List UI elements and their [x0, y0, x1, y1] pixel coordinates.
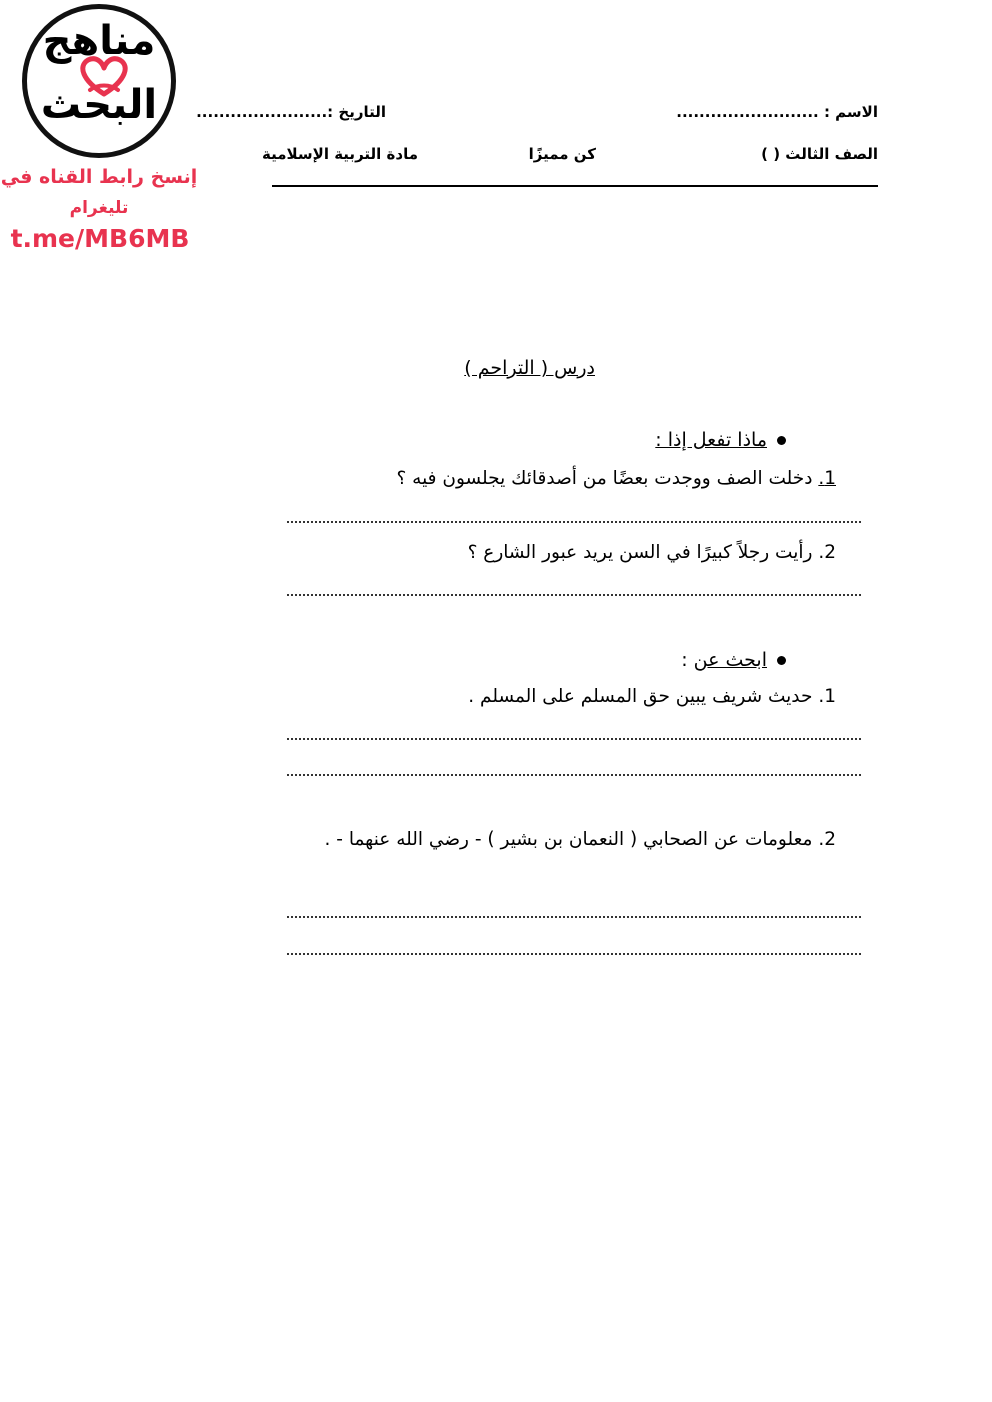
question-number: 1. [818, 686, 836, 707]
section-2-heading-colon: : [681, 649, 694, 671]
answer-line[interactable] [286, 594, 862, 596]
section-2-question-2 [325, 829, 836, 850]
question-text: معلومات عن الصحابي ( النعمان بن بشير ) - رضي الله عنهما - . [324, 829, 813, 850]
section-1-heading [655, 429, 786, 451]
answer-line[interactable] [286, 953, 862, 955]
section-1-question-2 [468, 542, 836, 563]
question-number: 2. [818, 542, 836, 563]
channel-platform-text: تليغرام [69, 198, 129, 218]
answer-line[interactable] [286, 738, 862, 740]
header-divider [272, 185, 878, 187]
bullet-icon [777, 436, 786, 445]
bullet-icon [777, 656, 786, 665]
section-2-question-1 [468, 686, 836, 707]
channel-invite-text: إنسخ رابط القناه في [0, 166, 198, 188]
answer-line[interactable] [286, 521, 862, 523]
question-text: دخلت الصف ووجدت بعضًا من أصدقائك يجلسون فيه ؟ [396, 468, 813, 489]
section-2-heading-text: ابحث عن [693, 649, 767, 671]
logo-word-top: مناهج [42, 18, 156, 64]
channel-link[interactable]: t.me/MB6MB [10, 224, 190, 253]
date-field: التاريخ :....................... [196, 103, 386, 121]
answer-line[interactable] [286, 774, 862, 776]
motto-text: كن مميزًا [528, 145, 596, 163]
question-text: رأيت رجلاً كبيرًا في السن يريد عبور الشارع ؟ [467, 542, 813, 563]
section-2-heading [681, 649, 786, 671]
grade-field: الصف الثالث ( ) [761, 145, 878, 163]
section-1-heading-text: ماذا تفعل إذا : [655, 429, 767, 451]
subject-text: مادة التربية الإسلامية [262, 145, 418, 163]
question-number: 1. [818, 468, 836, 489]
answer-line[interactable] [286, 916, 862, 918]
logo-word-bottom: البحث [40, 82, 158, 128]
question-text: حديث شريف يبين حق المسلم على المسلم . [468, 686, 813, 707]
section-1-question-1 [396, 468, 836, 489]
name-field: الاسم : ......................... [676, 103, 878, 121]
question-number: 2. [818, 829, 836, 850]
lesson-title: درس ( التراحم ) [464, 357, 595, 379]
